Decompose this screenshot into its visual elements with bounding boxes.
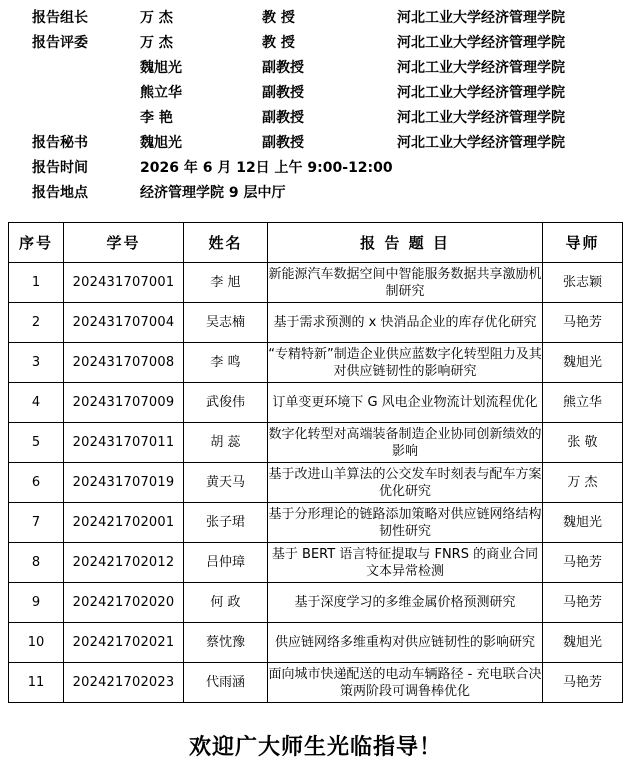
cell-no: 2: [9, 303, 64, 343]
cell-no: 9: [9, 583, 64, 623]
header-title: 报 告 题 目: [268, 223, 543, 263]
table-row: [9, 303, 623, 343]
member-name: 魏旭光: [140, 60, 182, 76]
time-row: [0, 156, 631, 181]
table-row: [9, 383, 623, 423]
cell-student-id: 202431707004: [64, 303, 184, 343]
table-row: [9, 543, 623, 583]
cell-no: 10: [9, 623, 64, 663]
cell-no: 4: [9, 383, 64, 423]
cell-student-id: 202431707001: [64, 263, 184, 303]
cell-student-id: 202431707009: [64, 383, 184, 423]
committee-row: [0, 106, 631, 131]
cell-name: 吕仲璋: [184, 543, 268, 583]
member-rank: 副教授: [262, 85, 304, 101]
cell-title: 订单变更环境下 G 风电企业物流计划流程优化: [268, 383, 543, 423]
cell-student-id: 202421702001: [64, 503, 184, 543]
cell-name: 黄天马: [184, 463, 268, 503]
cell-title: 新能源汽车数据空间中智能服务数据共享激励机制研究: [268, 263, 543, 303]
committee-row: [0, 56, 631, 81]
cell-no: 5: [9, 423, 64, 463]
member-name: 万 杰: [140, 35, 173, 51]
cell-title: 供应链网络多维重构对供应链韧性的影响研究: [268, 623, 543, 663]
committee-row: [0, 131, 631, 156]
cell-name: 胡 蕊: [184, 423, 268, 463]
cell-advisor: 张志颖: [543, 263, 623, 303]
table-row: [9, 263, 623, 303]
member-org: 河北工业大学经济管理学院: [397, 35, 565, 51]
cell-name: 张子珺: [184, 503, 268, 543]
time-label: 报告时间: [32, 160, 88, 176]
table-row: [9, 423, 623, 463]
cell-advisor: 魏旭光: [543, 503, 623, 543]
committee-row: [0, 6, 631, 31]
cell-advisor: 熊立华: [543, 383, 623, 423]
cell-advisor: 马艳芳: [543, 543, 623, 583]
cell-title: 面向城市快递配送的电动车辆路径 - 充电联合决策两阶段可调鲁棒优化: [268, 663, 543, 703]
cell-advisor: 万 杰: [543, 463, 623, 503]
member-org: 河北工业大学经济管理学院: [397, 10, 565, 26]
cell-student-id: 202421702023: [64, 663, 184, 703]
cell-advisor: 魏旭光: [543, 343, 623, 383]
table-row: [9, 343, 623, 383]
member-name: 李 艳: [140, 110, 173, 126]
member-org: 河北工业大学经济管理学院: [397, 60, 565, 76]
welcome-footer: 欢迎广大师生光临指导！: [188, 734, 442, 760]
cell-advisor: 马艳芳: [543, 663, 623, 703]
committee-row: [0, 31, 631, 56]
cell-no: 6: [9, 463, 64, 503]
member-name: 魏旭光: [140, 135, 182, 151]
table-row: [9, 583, 623, 623]
cell-no: 8: [9, 543, 64, 583]
cell-student-id: 202431707011: [64, 423, 184, 463]
role-label: 报告评委: [32, 35, 88, 51]
cell-student-id: 202431707019: [64, 463, 184, 503]
member-rank: 副教授: [262, 60, 304, 76]
place-label: 报告地点: [32, 185, 88, 201]
cell-no: 1: [9, 263, 64, 303]
cell-student-id: 202421702021: [64, 623, 184, 663]
table-row: [9, 503, 623, 543]
cell-advisor: 张 敬: [543, 423, 623, 463]
member-rank: 教 授: [262, 10, 295, 26]
header-name: 姓名: [184, 223, 268, 263]
cell-advisor: 马艳芳: [543, 303, 623, 343]
member-rank: 副教授: [262, 135, 304, 151]
cell-advisor: 马艳芳: [543, 583, 623, 623]
place-value: 经济管理学院 9 层中厅: [140, 185, 286, 201]
member-org: 河北工业大学经济管理学院: [397, 135, 565, 151]
header-advisor: 导师: [543, 223, 623, 263]
table-header-row: [9, 223, 623, 263]
member-rank: 教 授: [262, 35, 295, 51]
time-value: 2026 年 6 月 12日 上午 9:00-12:00: [140, 160, 393, 176]
member-org: 河北工业大学经济管理学院: [397, 85, 565, 101]
cell-name: 李 鸣: [184, 343, 268, 383]
cell-no: 7: [9, 503, 64, 543]
cell-name: 李 旭: [184, 263, 268, 303]
cell-no: 11: [9, 663, 64, 703]
cell-title: 数字化转型对高端装备制造企业协同创新绩效的影响: [268, 423, 543, 463]
cell-advisor: 魏旭光: [543, 623, 623, 663]
cell-student-id: 202421702020: [64, 583, 184, 623]
role-label: 报告组长: [32, 10, 88, 26]
place-row: [0, 181, 631, 206]
cell-name: 何 政: [184, 583, 268, 623]
committee-row: [0, 81, 631, 106]
cell-title: 基于分形理论的链路添加策略对供应链网络结构韧性研究: [268, 503, 543, 543]
schedule-table: [8, 222, 623, 703]
cell-name: 吴志楠: [184, 303, 268, 343]
cell-name: 武俊伟: [184, 383, 268, 423]
cell-title: 基于需求预测的 x 快消品企业的库存优化研究: [268, 303, 543, 343]
member-name: 熊立华: [140, 85, 182, 101]
role-label: 报告秘书: [32, 135, 88, 151]
cell-title: 基于深度学习的多维金属价格预测研究: [268, 583, 543, 623]
cell-title: 基于 BERT 语言特征提取与 FNRS 的商业合同文本异常检测: [268, 543, 543, 583]
member-name: 万 杰: [140, 10, 173, 26]
cell-name: 代雨涵: [184, 663, 268, 703]
header-no: 序号: [9, 223, 64, 263]
cell-student-id: 202421702012: [64, 543, 184, 583]
cell-student-id: 202431707008: [64, 343, 184, 383]
table-row: [9, 663, 623, 703]
cell-title: 基于改进山羊算法的公交发车时刻表与配车方案优化研究: [268, 463, 543, 503]
table-row: [9, 623, 623, 663]
member-org: 河北工业大学经济管理学院: [397, 110, 565, 126]
cell-name: 蔡忱豫: [184, 623, 268, 663]
cell-no: 3: [9, 343, 64, 383]
member-rank: 副教授: [262, 110, 304, 126]
cell-title: “专精特新”制造企业供应蓝数字化转型阻力及其对供应链韧性的影响研究: [268, 343, 543, 383]
header-id: 学号: [64, 223, 184, 263]
table-row: [9, 463, 623, 503]
